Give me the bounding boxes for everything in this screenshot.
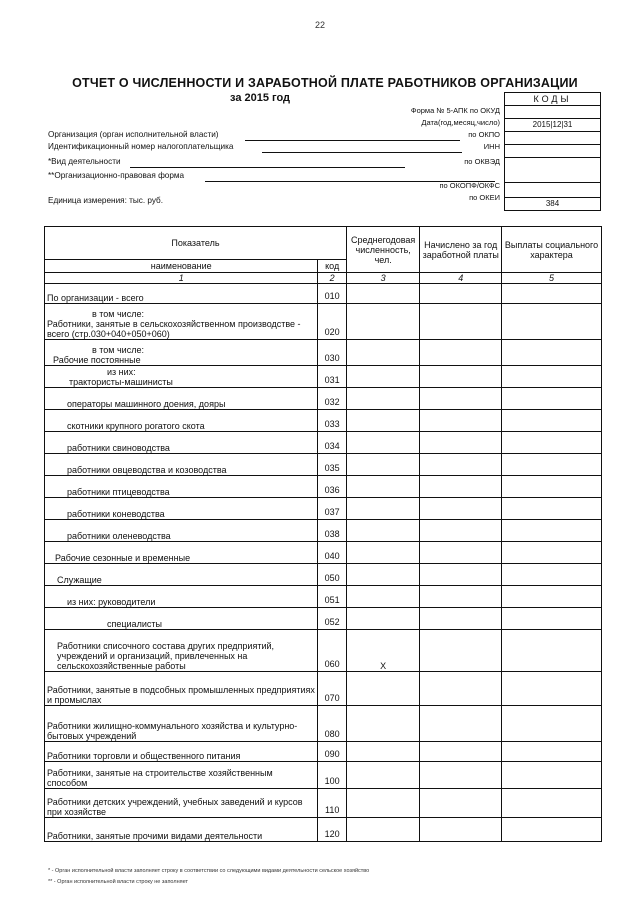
col-num-4: 4 <box>420 273 502 284</box>
avg-cell[interactable] <box>346 432 419 454</box>
row-label: специалисты <box>45 608 318 630</box>
row-prefix: из них: <box>107 367 136 377</box>
social-cell[interactable] <box>502 789 602 818</box>
inn-label: ИНН <box>483 142 500 151</box>
taxid-field-line[interactable] <box>262 152 462 153</box>
codes-header: КОДЫ <box>504 92 601 106</box>
col-num-3: 3 <box>346 273 419 284</box>
row-label: работники оленеводства <box>45 520 318 542</box>
code-header: код <box>318 260 347 273</box>
table-row <box>45 520 602 542</box>
accrued-cell[interactable] <box>420 672 502 706</box>
row-label: Работники жилищно-коммунального хозяйства и культурно-бытовых учреждений <box>45 706 318 742</box>
social-cell[interactable] <box>502 476 602 498</box>
row-code: 120 <box>318 818 347 842</box>
org-label: Организация (орган исполнительной власти) <box>48 130 219 139</box>
inn-code-cell[interactable] <box>504 145 601 158</box>
row-label-cell <box>45 366 318 388</box>
table-row <box>45 410 602 432</box>
avg-cell[interactable] <box>346 366 419 388</box>
avg-cell[interactable] <box>346 284 419 304</box>
social-cell[interactable] <box>502 388 602 410</box>
okud-code-cell[interactable] <box>504 106 601 119</box>
row-label: работники свиноводства <box>45 432 318 454</box>
accrued-header: Начислено за год заработной платы <box>420 227 502 273</box>
table-row <box>45 476 602 498</box>
unit-label: Единица измерения: тыс. руб. <box>48 196 164 205</box>
social-cell[interactable] <box>502 672 602 706</box>
table-row <box>45 706 602 742</box>
social-cell[interactable] <box>502 340 602 366</box>
social-header: Выплаты социального характера <box>502 227 602 273</box>
table-row <box>45 742 602 762</box>
avg-cell[interactable] <box>346 304 419 340</box>
row-label: работники коневодства <box>45 498 318 520</box>
row-code: 050 <box>318 564 347 586</box>
table-row <box>45 608 602 630</box>
row-label: операторы машинного доения, дояры <box>45 388 318 410</box>
activity-label: *Вид деятельности <box>48 157 121 166</box>
table-row <box>45 366 602 388</box>
okpo-label: по ОКПО <box>468 130 500 139</box>
avg-cell[interactable] <box>346 564 419 586</box>
table-row <box>45 630 602 672</box>
report-subtitle: за 2015 год <box>230 92 291 104</box>
activity-field-line[interactable] <box>130 167 405 168</box>
okei-code-cell[interactable]: 384 <box>504 198 601 211</box>
page-number: 22 <box>314 20 325 30</box>
accrued-cell[interactable] <box>420 476 502 498</box>
row-label: скотники крупного рогатого скота <box>45 410 318 432</box>
row-label: Работники, занятые в сельскохозяйственном производстве - всего (стр.030+040+050+060) <box>47 319 301 339</box>
avg-cell[interactable] <box>346 476 419 498</box>
row-code: 090 <box>318 742 347 762</box>
name-header: наименование <box>45 260 318 273</box>
social-cell[interactable] <box>502 304 602 340</box>
row-label: Работники детских учреждений, учебных заведений и курсов при хозяйстве <box>45 789 318 818</box>
avg-cell[interactable] <box>346 586 419 608</box>
table-row <box>45 542 602 564</box>
row-code: 035 <box>318 454 347 476</box>
accrued-cell[interactable] <box>420 742 502 762</box>
table-row <box>45 818 602 842</box>
social-cell[interactable] <box>502 586 602 608</box>
row-code: 110 <box>318 789 347 818</box>
avg-cell[interactable] <box>346 672 419 706</box>
date-label: Дата(год,месяц,число) <box>421 118 500 127</box>
social-cell[interactable] <box>502 366 602 388</box>
row-label: По организации - всего <box>45 284 318 304</box>
row-code: 038 <box>318 520 347 542</box>
okopf-label: по ОКОПФ/ОКФС <box>439 181 500 190</box>
social-cell[interactable] <box>502 608 602 630</box>
row-code: 037 <box>318 498 347 520</box>
table-row <box>45 498 602 520</box>
okved-label: по ОКВЭД <box>464 157 500 166</box>
row-code: 031 <box>318 366 347 388</box>
row-label: Работники, занятые в подсобных промышленных предприятиях и промыслах <box>45 672 318 706</box>
avg-header: Среднегодовая численность, чел. <box>346 227 419 273</box>
row-label: Служащие <box>45 564 318 586</box>
row-label: Рабочие сезонные и временные <box>45 542 318 564</box>
accrued-cell[interactable] <box>420 498 502 520</box>
col-num-2: 2 <box>318 273 347 284</box>
accrued-cell[interactable] <box>420 608 502 630</box>
taxid-label: Идентификационный номер налогоплательщика <box>48 142 234 151</box>
avg-cell[interactable] <box>346 608 419 630</box>
avg-cell[interactable] <box>346 388 419 410</box>
date-code-cell[interactable]: 2015|12|31 <box>504 119 601 132</box>
table-row <box>45 564 602 586</box>
social-cell[interactable] <box>502 762 602 789</box>
accrued-cell[interactable] <box>420 454 502 476</box>
accrued-cell[interactable] <box>420 304 502 340</box>
row-code: 060 <box>318 630 347 672</box>
row-label: работники птицеводства <box>45 476 318 498</box>
accrued-cell[interactable] <box>420 284 502 304</box>
avg-cell[interactable] <box>346 789 419 818</box>
row-code: 030 <box>318 340 347 366</box>
social-cell[interactable] <box>502 520 602 542</box>
avg-cell[interactable] <box>346 706 419 742</box>
table-row <box>45 340 602 366</box>
avg-cell[interactable] <box>346 340 419 366</box>
row-label: Работники, занятые на строительстве хозяйственным способом <box>45 762 318 789</box>
row-prefix: в том числе: <box>92 309 144 319</box>
avg-cell[interactable] <box>346 542 419 564</box>
social-cell[interactable] <box>502 564 602 586</box>
row-label-cell <box>45 304 318 340</box>
avg-cell[interactable] <box>346 520 419 542</box>
table-row <box>45 586 602 608</box>
row-code: 034 <box>318 432 347 454</box>
avg-cell[interactable] <box>346 498 419 520</box>
row-code: 036 <box>318 476 347 498</box>
row-prefix: в том числе: <box>92 345 144 355</box>
row-label: Рабочие постоянные <box>53 355 141 365</box>
accrued-cell[interactable] <box>420 630 502 672</box>
table-row <box>45 789 602 818</box>
row-code: 010 <box>318 284 347 304</box>
accrued-cell[interactable] <box>420 432 502 454</box>
accrued-cell[interactable] <box>420 340 502 366</box>
accrued-cell[interactable] <box>420 410 502 432</box>
col-num-1: 1 <box>45 273 318 284</box>
row-code: 070 <box>318 672 347 706</box>
footnote-1: * - Орган исполнительной власти заполняет строку в соответствии со следующими видами деятельности сельское хозяйство <box>48 868 370 874</box>
row-label: Работники, занятые прочими видами деятельности <box>45 818 318 842</box>
accrued-cell[interactable] <box>420 762 502 789</box>
row-label: Работники торговли и общественного питания <box>45 742 318 762</box>
report-table <box>44 226 602 842</box>
footnote-2: ** - Орган исполнительной власти строку не заполняет <box>48 879 188 885</box>
social-cell[interactable] <box>502 742 602 762</box>
table-row <box>45 432 602 454</box>
legal-form-field-line[interactable] <box>205 181 495 182</box>
social-cell[interactable] <box>502 542 602 564</box>
avg-cell[interactable] <box>346 454 419 476</box>
row-label-cell <box>45 340 318 366</box>
indicator-header: Показатель <box>45 227 347 260</box>
okud-label: Форма № 5-АПК по ОКУД <box>410 106 500 115</box>
avg-cell-crossed: Х <box>346 630 419 672</box>
accrued-cell[interactable] <box>420 706 502 742</box>
row-label: работники овцеводства и козоводства <box>45 454 318 476</box>
table-row <box>45 762 602 789</box>
okopf-code-cell[interactable] <box>504 183 601 198</box>
row-code: 052 <box>318 608 347 630</box>
accrued-cell[interactable] <box>420 388 502 410</box>
org-field-line[interactable] <box>245 140 460 141</box>
social-cell[interactable] <box>502 454 602 476</box>
accrued-cell[interactable] <box>420 366 502 388</box>
avg-cell[interactable] <box>346 818 419 842</box>
social-cell[interactable] <box>502 432 602 454</box>
social-cell[interactable] <box>502 818 602 842</box>
social-cell[interactable] <box>502 498 602 520</box>
table-row <box>45 284 602 304</box>
social-cell[interactable] <box>502 410 602 432</box>
table-row <box>45 454 602 476</box>
avg-cell[interactable] <box>346 762 419 789</box>
table-row <box>45 672 602 706</box>
accrued-cell[interactable] <box>420 586 502 608</box>
social-cell[interactable] <box>502 630 602 672</box>
row-code: 033 <box>318 410 347 432</box>
row-code: 080 <box>318 706 347 742</box>
row-label: Работники списочного состава других предприятий, учреждений и организаций, привлеченных на сельскохозяйственные работы <box>45 630 318 672</box>
accrued-cell[interactable] <box>420 520 502 542</box>
table-row <box>45 388 602 410</box>
accrued-cell[interactable] <box>420 542 502 564</box>
table-row <box>45 304 602 340</box>
social-cell[interactable] <box>502 706 602 742</box>
okpo-code-cell[interactable] <box>504 132 601 145</box>
row-code: 051 <box>318 586 347 608</box>
avg-cell[interactable] <box>346 410 419 432</box>
row-code: 040 <box>318 542 347 564</box>
row-code: 020 <box>318 304 347 340</box>
accrued-cell[interactable] <box>420 818 502 842</box>
report-title: ОТЧЕТ О ЧИСЛЕННОСТИ И ЗАРАБОТНОЙ ПЛАТЕ РАБОТНИКОВ ОРГАНИЗАЦИИ <box>72 76 578 90</box>
okei-label: по ОКЕИ <box>469 193 500 202</box>
accrued-cell[interactable] <box>420 789 502 818</box>
row-label: трактористы-машинисты <box>69 377 173 387</box>
legal-form-label: **Организационно-правовая форма <box>48 171 185 180</box>
row-code: 032 <box>318 388 347 410</box>
accrued-cell[interactable] <box>420 564 502 586</box>
row-label: из них: руководители <box>45 586 318 608</box>
social-cell[interactable] <box>502 284 602 304</box>
codes-box <box>504 92 601 211</box>
col-num-5: 5 <box>502 273 602 284</box>
okved-code-cell[interactable] <box>504 158 601 183</box>
avg-cell[interactable] <box>346 742 419 762</box>
row-code: 100 <box>318 762 347 789</box>
